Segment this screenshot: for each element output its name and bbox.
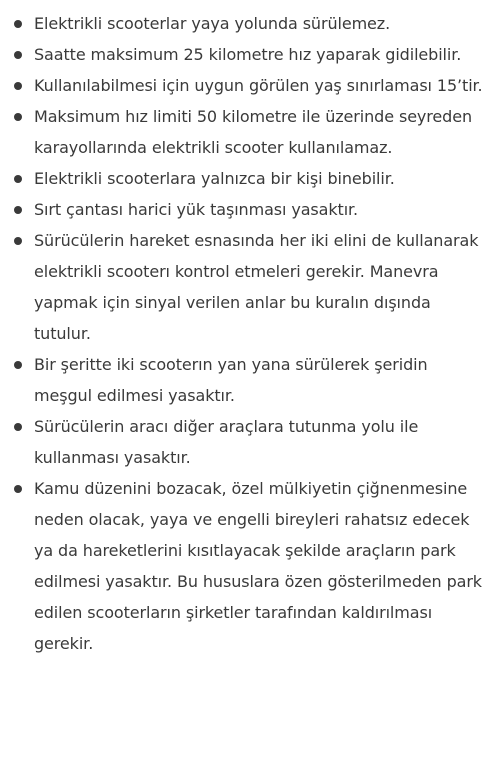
rule-text: Sırt çantası harici yük taşınması yasaktır. bbox=[34, 200, 359, 219]
rule-text: Kullanılabilmesi için uygun görülen yaş sınırlaması 15’tir. bbox=[34, 76, 483, 95]
bullet-icon bbox=[14, 20, 22, 28]
list-item bbox=[34, 163, 487, 194]
bullet-icon bbox=[14, 51, 22, 59]
bullet-icon bbox=[14, 423, 22, 431]
bullet-icon bbox=[14, 113, 22, 121]
rule-text: Kamu düzenini bozacak, özel mülkiyetin çiğnenmesine neden olacak, yaya ve engelli bireyleri rahatsız edecek ya da hareketlerini kısıtlayacak şekilde araçların park edilmesi yasaktır. Bu hususlara özen gösterilmeden park edilen scooterların şirketler tarafından kaldırılması gerekir. bbox=[34, 479, 482, 653]
bullet-icon bbox=[14, 485, 22, 493]
list-item bbox=[34, 8, 487, 39]
rule-text: Bir şeritte iki scooterın yan yana sürülerek şeridin meşgul edilmesi yasaktır. bbox=[34, 355, 428, 405]
bullet-icon bbox=[14, 237, 22, 245]
list-item bbox=[34, 349, 487, 411]
bullet-icon bbox=[14, 175, 22, 183]
bullet-icon bbox=[14, 206, 22, 214]
rule-text: Maksimum hız limiti 50 kilometre ile üzerinde seyreden karayollarında elektrikli scooter kullanılamaz. bbox=[34, 107, 473, 157]
bullet-icon bbox=[14, 361, 22, 369]
rule-text: Elektrikli scooterlara yalnızca bir kişi binebilir. bbox=[34, 169, 395, 188]
rule-text: Saatte maksimum 25 kilometre hız yaparak gidilebilir. bbox=[34, 45, 462, 64]
rule-text: Sürücülerin aracı diğer araçlara tutunma yolu ile kullanması yasaktır. bbox=[34, 417, 419, 467]
bullet-icon bbox=[14, 82, 22, 90]
list-item bbox=[34, 411, 487, 473]
list-item bbox=[34, 70, 487, 101]
list-item bbox=[34, 39, 487, 70]
list-item bbox=[34, 194, 487, 225]
list-item bbox=[34, 473, 487, 659]
list-item bbox=[34, 101, 487, 163]
list-item bbox=[34, 225, 487, 349]
rule-text: Sürücülerin hareket esnasında her iki elini de kullanarak elektrikli scooterı kontrol etmeleri gerekir. Manevra yapmak için sinyal verilen anlar bu kuralın dışında tutulur. bbox=[34, 231, 479, 343]
rule-text: Elektrikli scooterlar yaya yolunda sürülemez. bbox=[34, 14, 391, 33]
